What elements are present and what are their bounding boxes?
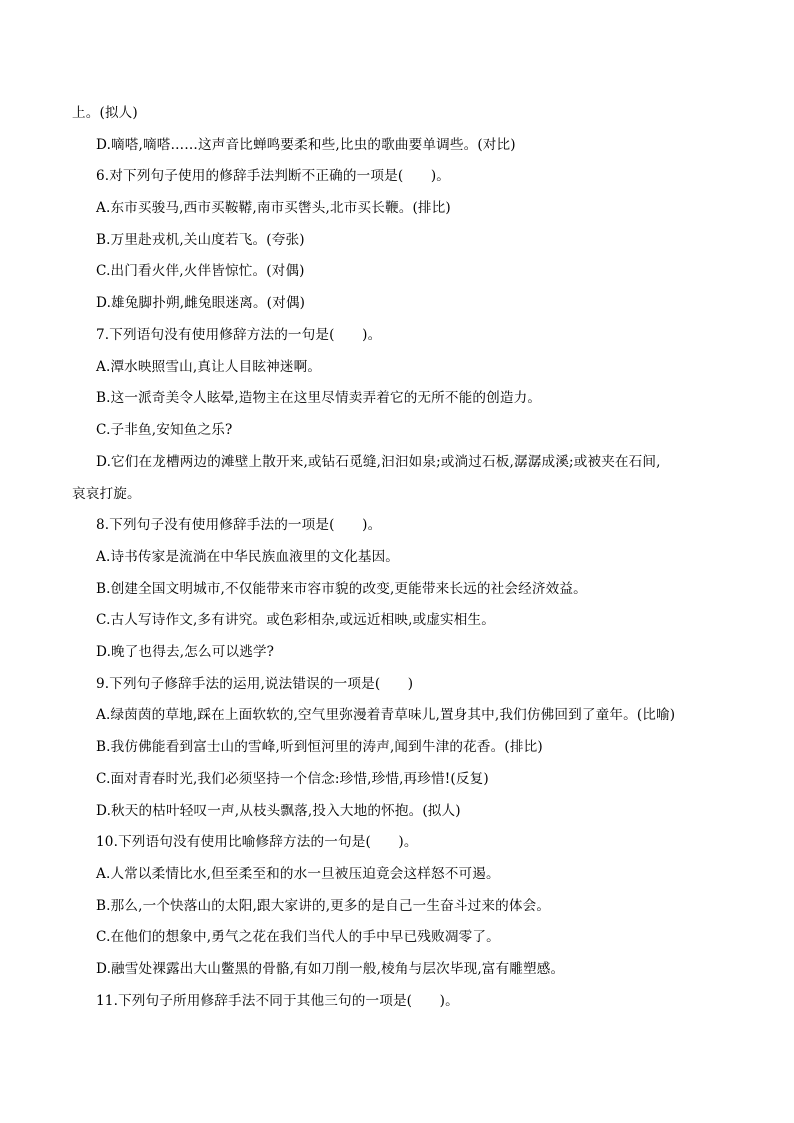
option-line: D.秋天的枯叶轻叹一声,从枝头飘落,投入大地的怀抱。(拟人): [96, 803, 461, 819]
question-8: 8.下列句子没有使用修辞手法的一项是( )。: [96, 517, 382, 533]
question-9: 9.下列句子修辞手法的运用,说法错误的一项是( ): [96, 676, 414, 692]
text-line-continuation: 上。(拟人): [72, 105, 138, 121]
option-line: B.创建全国文明城市,不仅能带来市容市貌的改变,更能带来长远的社会经济效益。: [96, 581, 587, 597]
option-line: C.面对青春时光,我们必须坚持一个信念:珍惜,珍惜,再珍惜!(反复): [96, 771, 489, 787]
option-line: B.那么,一个快落山的太阳,跟大家讲的,更多的是自己一生奋斗过来的体会。: [96, 898, 551, 914]
option-line: B.万里赴戎机,关山度若飞。(夸张): [96, 232, 305, 248]
option-line: A.东市买骏马,西市买鞍鞯,南市买辔头,北市买长鞭。(排比): [96, 200, 451, 216]
option-line: D.嘀嗒,嘀嗒……这声音比蝉鸣要柔和些,比虫的歌曲要单调些。(对比): [96, 137, 516, 153]
question-11: 11.下列句子所用修辞手法不同于其他三句的一项是( )。: [96, 993, 459, 1009]
option-line: D.融雪处裸露出大山鳖黑的骨骼,有如刀削一般,棱角与层次毕现,富有雕塑感。: [96, 961, 565, 977]
question-10: 10.下列语句没有使用比喻修辞方法的一句是( )。: [96, 834, 418, 850]
text-line-continuation: 哀哀打旋。: [72, 486, 141, 502]
option-line: B.我仿佛能看到富士山的雪峰,听到恒河里的涛声,闻到牛津的花香。(排比): [96, 739, 543, 755]
option-line: A.潭水映照雪山,真让人目眩神迷啊。: [96, 359, 322, 375]
option-line: C.在他们的想象中,勇气之花在我们当代人的手中早已残败凋零了。: [96, 929, 500, 945]
option-line: C.子非鱼,安知鱼之乐?: [96, 422, 233, 438]
option-line: A.绿茵茵的草地,踩在上面软软的,空气里弥漫着青草味儿,置身其中,我们仿佛回到了童年。(比喻): [96, 707, 676, 723]
option-line: D.晚了也得去,怎么可以逃学?: [96, 644, 275, 660]
option-line: A.诗书传家是流淌在中华民族血液里的文化基因。: [96, 549, 400, 565]
question-6: 6.对下列句子使用的修辞手法判断不正确的一项是( )。: [96, 168, 451, 184]
option-line: D.雄兔脚扑朔,雌兔眼迷离。(对偶): [96, 295, 306, 311]
option-line: D.它们在龙槽两边的滩壁上散开来,或钻石觅缝,汩汩如泉;或淌过石板,潺潺成溪;或被夹在石间,: [96, 454, 661, 470]
option-line: C.古人写诗作文,多有讲究。或色彩相杂,或远近相映,或虚实相生。: [96, 612, 496, 628]
option-line: B.这一派奇美令人眩晕,造物主在这里尽情卖弄着它的无所不能的创造力。: [96, 390, 542, 406]
option-line: A.人常以柔情比水,但至柔至和的水一旦被压迫竟会这样怒不可遏。: [96, 866, 500, 882]
question-7: 7.下列语句没有使用修辞方法的一句是( )。: [96, 327, 382, 343]
option-line: C.出门看火伴,火伴皆惊忙。(对偶): [96, 263, 305, 279]
